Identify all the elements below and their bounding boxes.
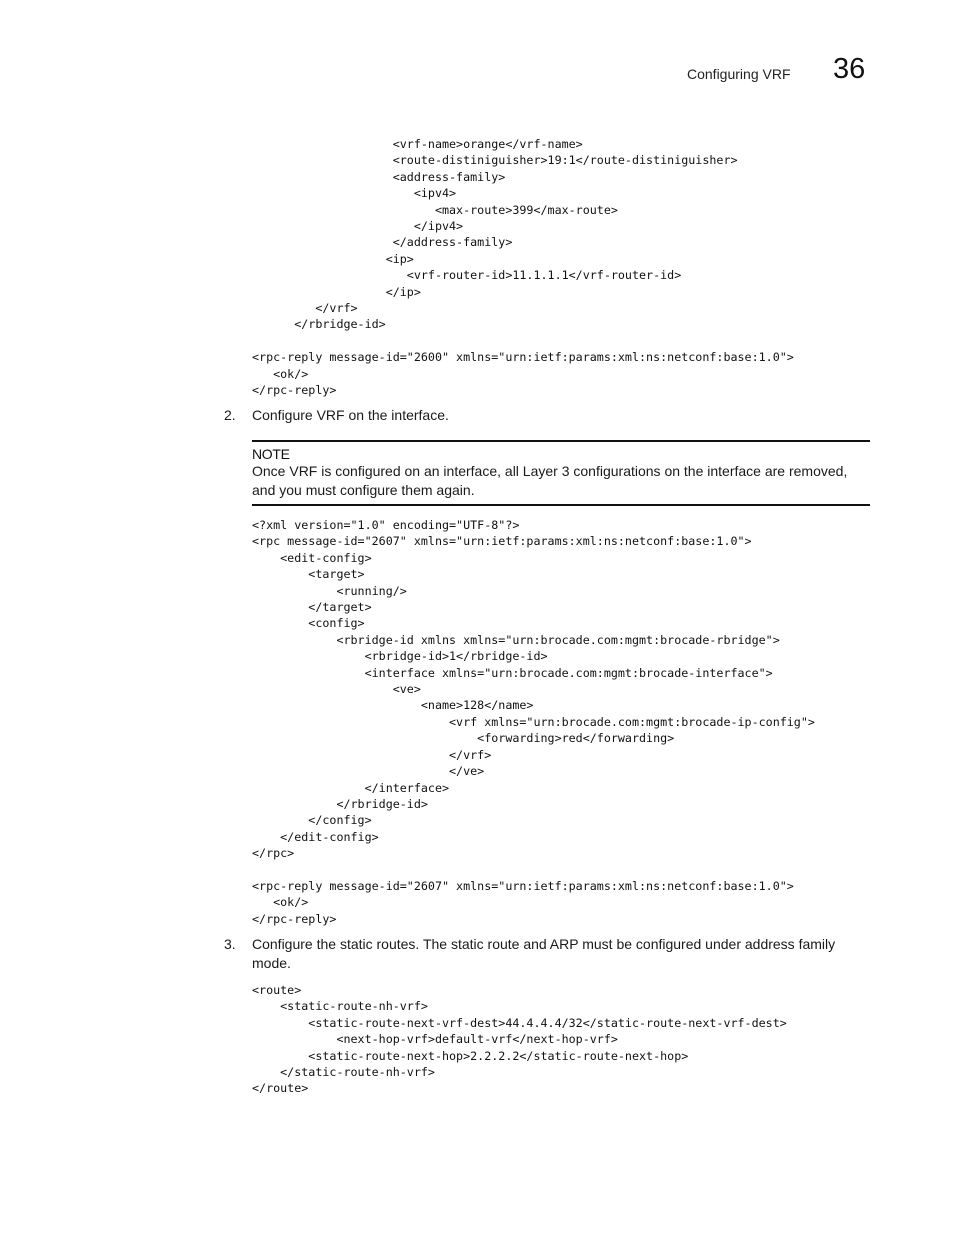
- code-block-vrf-config-reply: <vrf-name>orange</vrf-name> <route-distiniguisher>19:1</route-distiniguisher> <address-family> <ipv4> <max-route>399</max-route> </ipv4> </address-family> <ip> <vrf-router-id>11.1.1.1</vrf-router-id> </ip> </vrf> </rbridge-id> <rpc-reply message-id="2600" xmlns="urn:ietf:params:xml:ns:netconf:base:1.0"> <ok/> </rpc-reply>: [252, 137, 794, 398]
- step-number: 2.: [224, 407, 236, 423]
- step-text: Configure the static routes. The static route and ARP must be configured under address family mode.: [252, 936, 836, 971]
- step-number: 3.: [224, 936, 236, 952]
- section-title: Configuring VRF: [687, 66, 791, 82]
- code-block-static-route: <route> <static-route-nh-vrf> <static-route-next-vrf-dest>44.4.4.4/32</static-route-next-vrf-dest> <next-hop-vrf>default-vrf</next-hop-vrf> <static-route-next-hop>2.2.2.2</static-route-next-hop> </static-route-nh-vrf> </route>: [252, 983, 787, 1096]
- note-text: Once VRF is configured on an interface, all Layer 3 configurations on the interface are removed, and you must configure them again.: [252, 463, 848, 498]
- step-text: Configure VRF on the interface.: [252, 407, 449, 423]
- chapter-number: 36: [833, 53, 866, 85]
- note-box: [252, 440, 870, 506]
- code-block-interface-vrf: <?xml version="1.0" encoding="UTF-8"?> <rpc message-id="2607" xmlns="urn:ietf:params:xml:ns:netconf:base:1.0"> <edit-config> <target> <running/> </target> <config> <rbridge-id xmlns xmlns="urn:brocade.com:mgmt:brocade-rbridge"> <rbridge-id>1</rbridge-id> <interface xmlns="urn:brocade.com:mgmt:brocade-interface"> <ve> <name>128</name> <vrf xmlns="urn:brocade.com:mgmt:brocade-ip-config"> <forwarding>red</forwarding> </vrf> </ve> </interface> </rbridge-id> </config> </edit-config> </rpc> <rpc-reply message-id="2607" xmlns="urn:ietf:params:xml:ns:netconf:base:1.0"> <ok/> </rpc-reply>: [252, 518, 815, 926]
- note-label: NOTE: [252, 446, 290, 462]
